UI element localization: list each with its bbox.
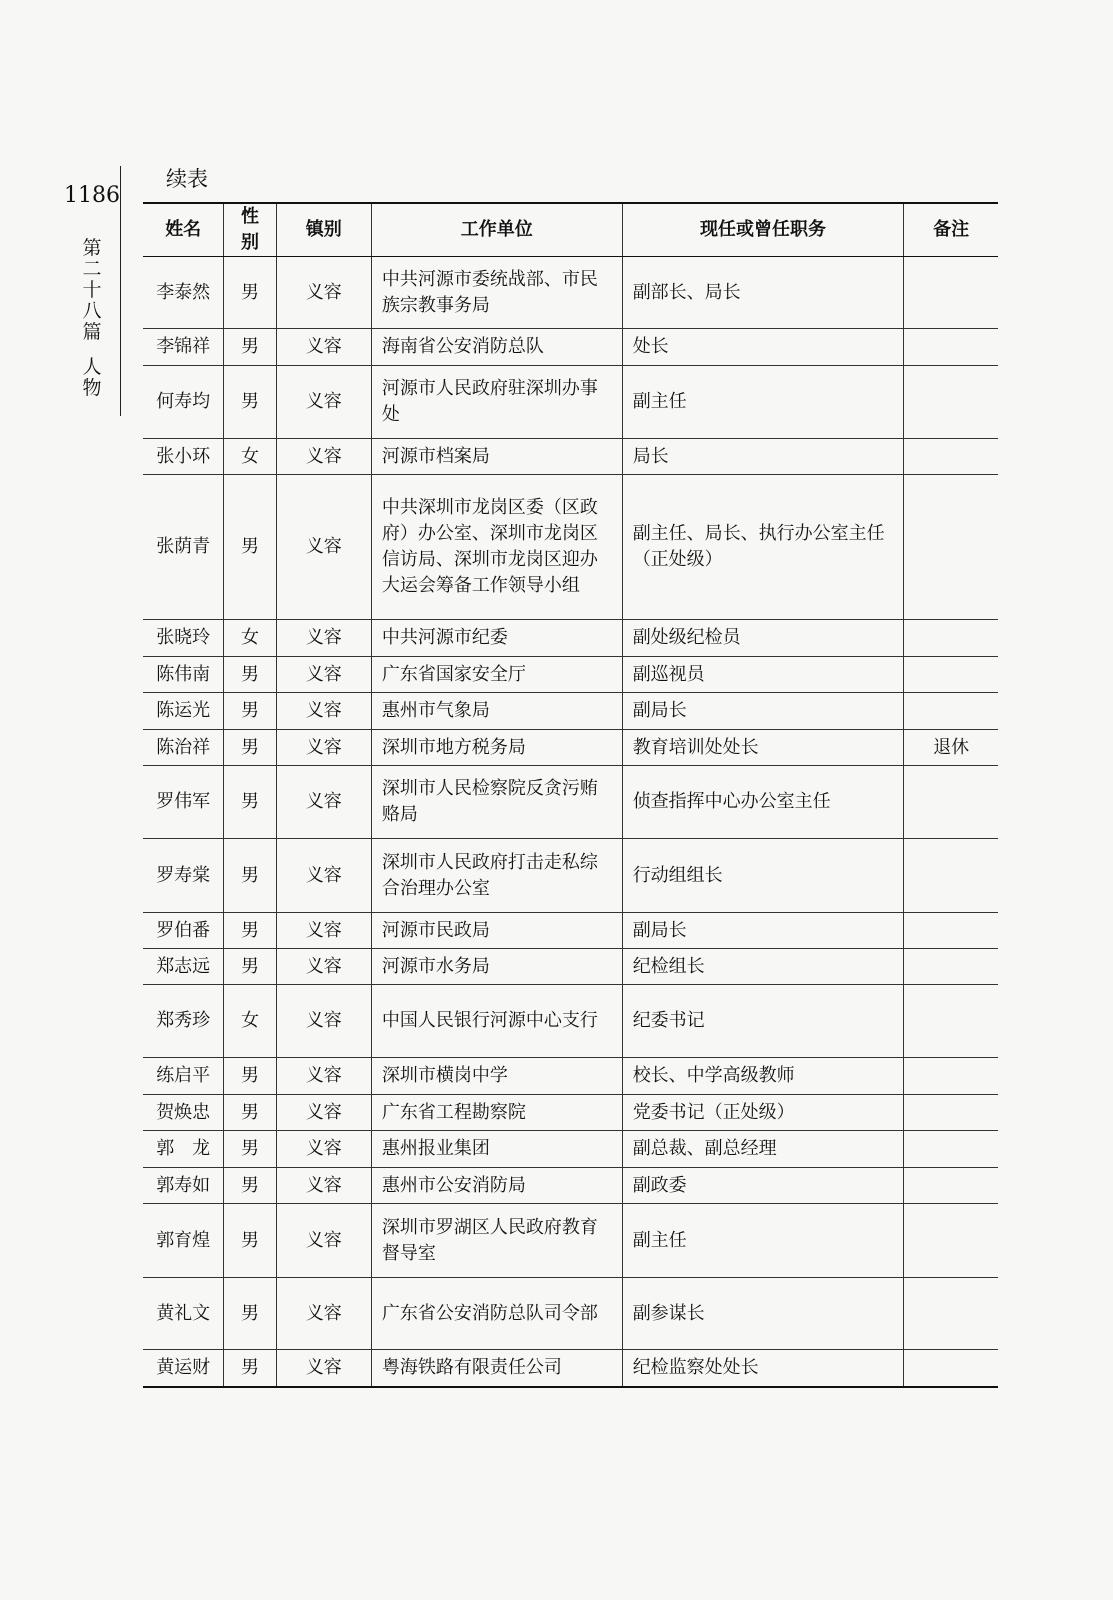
cell-town: 义容	[276, 257, 371, 329]
continued-label: 续表	[166, 167, 208, 191]
cell-remarks	[904, 985, 998, 1058]
cell-town: 义容	[276, 730, 371, 766]
chapter-char: 八	[82, 300, 102, 322]
cell-work-unit: 惠州市气象局	[371, 693, 622, 730]
cell-work-unit: 惠州报业集团	[371, 1131, 622, 1168]
cell-sex: 男	[224, 766, 276, 839]
cell-town: 义容	[276, 366, 371, 439]
table-row	[143, 366, 998, 439]
cell-position: 副局长	[622, 913, 904, 949]
personnel-table	[143, 202, 998, 1388]
cell-remarks	[904, 620, 998, 657]
table-row	[143, 839, 998, 913]
chapter-char: 二	[82, 258, 102, 280]
cell-work-unit: 中共河源市纪委	[371, 620, 622, 657]
cell-town: 义容	[276, 1204, 371, 1278]
cell-position: 纪检组长	[622, 949, 904, 985]
cell-work-unit: 海南省公安消防总队	[371, 329, 622, 366]
cell-position: 副政委	[622, 1168, 904, 1204]
cell-name: 黄运财	[143, 1350, 224, 1387]
cell-sex: 男	[224, 1278, 276, 1350]
table-row	[143, 475, 998, 620]
table-row	[143, 1095, 998, 1131]
cell-name: 郭寿如	[143, 1168, 224, 1204]
cell-position: 副巡视员	[622, 657, 904, 693]
chapter-gap	[80, 343, 104, 357]
cell-work-unit: 河源市档案局	[371, 439, 622, 475]
cell-work-unit: 粤海铁路有限责任公司	[371, 1350, 622, 1387]
cell-sex: 女	[224, 620, 276, 657]
cell-sex: 男	[224, 257, 276, 329]
cell-name: 罗伯番	[143, 913, 224, 949]
cell-position: 纪委书记	[622, 985, 904, 1058]
page-number: 1186	[64, 183, 120, 208]
cell-remarks	[904, 839, 998, 913]
cell-town: 义容	[276, 1095, 371, 1131]
cell-name: 郑秀珍	[143, 985, 224, 1058]
cell-work-unit: 惠州市公安消防局	[371, 1168, 622, 1204]
cell-remarks	[904, 1168, 998, 1204]
table-row	[143, 913, 998, 949]
cell-work-unit: 深圳市人民政府打击走私综合治理办公室	[371, 839, 622, 913]
header-position: 现任或曾任职务	[622, 203, 904, 257]
cell-name: 罗寿棠	[143, 839, 224, 913]
cell-sex: 男	[224, 1095, 276, 1131]
cell-remarks	[904, 475, 998, 620]
chapter-char: 十	[82, 279, 102, 301]
cell-position: 副总裁、副总经理	[622, 1131, 904, 1168]
cell-name: 李锦祥	[143, 329, 224, 366]
cell-remarks	[904, 657, 998, 693]
cell-position: 副主任	[622, 366, 904, 439]
cell-position: 副部长、局长	[622, 257, 904, 329]
table-header-row	[143, 203, 998, 257]
cell-work-unit: 河源市民政局	[371, 913, 622, 949]
cell-name: 练启平	[143, 1058, 224, 1095]
cell-work-unit: 河源市水务局	[371, 949, 622, 985]
table-row	[143, 439, 998, 475]
cell-remarks	[904, 439, 998, 475]
cell-name: 郭 龙	[143, 1131, 224, 1168]
side-divider	[120, 166, 121, 416]
cell-name: 张荫青	[143, 475, 224, 620]
cell-town: 义容	[276, 839, 371, 913]
table-row	[143, 1168, 998, 1204]
cell-town: 义容	[276, 439, 371, 475]
chapter-char: 物	[82, 377, 102, 399]
cell-name: 郭育煌	[143, 1204, 224, 1278]
cell-remarks	[904, 913, 998, 949]
cell-position: 副处级纪检员	[622, 620, 904, 657]
cell-sex: 男	[224, 730, 276, 766]
cell-name: 黄礼文	[143, 1278, 224, 1350]
cell-town: 义容	[276, 657, 371, 693]
cell-remarks	[904, 1058, 998, 1095]
cell-position: 行动组组长	[622, 839, 904, 913]
header-name: 姓名	[143, 203, 224, 257]
table-row	[143, 1058, 998, 1095]
cell-work-unit: 广东省公安消防总队司令部	[371, 1278, 622, 1350]
cell-work-unit: 中国人民银行河源中心支行	[371, 985, 622, 1058]
cell-name: 陈运光	[143, 693, 224, 730]
table-row	[143, 766, 998, 839]
cell-town: 义容	[276, 766, 371, 839]
cell-remarks	[904, 693, 998, 730]
table-row	[143, 949, 998, 985]
cell-town: 义容	[276, 475, 371, 620]
cell-town: 义容	[276, 1168, 371, 1204]
table-row	[143, 1278, 998, 1350]
header-sex: 性别	[224, 203, 276, 257]
cell-sex: 男	[224, 657, 276, 693]
cell-work-unit: 中共深圳市龙岗区委（区政府）办公室、深圳市龙岗区信访局、深圳市龙岗区迎办大运会筹备工作领导小组	[371, 475, 622, 620]
cell-remarks	[904, 257, 998, 329]
cell-town: 义容	[276, 1350, 371, 1387]
cell-name: 贺焕忠	[143, 1095, 224, 1131]
cell-work-unit: 深圳市横岗中学	[371, 1058, 622, 1095]
cell-sex: 男	[224, 913, 276, 949]
table-row	[143, 985, 998, 1058]
table-row	[143, 329, 998, 366]
cell-remarks	[904, 366, 998, 439]
chapter-char: 人	[82, 356, 102, 378]
cell-name: 郑志远	[143, 949, 224, 985]
table-row	[143, 257, 998, 329]
cell-work-unit: 广东省国家安全厅	[371, 657, 622, 693]
cell-remarks	[904, 1131, 998, 1168]
cell-name: 陈伟南	[143, 657, 224, 693]
table-row	[143, 693, 998, 730]
cell-remarks: 退休	[904, 730, 998, 766]
chapter-char: 篇	[82, 321, 102, 343]
cell-position: 副局长	[622, 693, 904, 730]
cell-name: 何寿均	[143, 366, 224, 439]
table-row	[143, 620, 998, 657]
cell-sex: 男	[224, 1168, 276, 1204]
cell-name: 张小环	[143, 439, 224, 475]
cell-sex: 男	[224, 475, 276, 620]
cell-sex: 女	[224, 985, 276, 1058]
cell-town: 义容	[276, 1058, 371, 1095]
table-row	[143, 1131, 998, 1168]
cell-position: 副主任、局长、执行办公室主任（正处级）	[622, 475, 904, 620]
table-body	[143, 257, 998, 1387]
cell-position: 纪检监察处处长	[622, 1350, 904, 1387]
chapter-title	[80, 238, 104, 399]
table-row	[143, 657, 998, 693]
table-row	[143, 730, 998, 766]
cell-sex: 男	[224, 1350, 276, 1387]
cell-position: 校长、中学高级教师	[622, 1058, 904, 1095]
header-work-unit: 工作单位	[371, 203, 622, 257]
cell-position: 侦查指挥中心办公室主任	[622, 766, 904, 839]
cell-town: 义容	[276, 693, 371, 730]
cell-sex: 男	[224, 329, 276, 366]
cell-sex: 男	[224, 366, 276, 439]
cell-position: 副参谋长	[622, 1278, 904, 1350]
cell-town: 义容	[276, 329, 371, 366]
cell-sex: 男	[224, 1058, 276, 1095]
cell-sex: 男	[224, 1131, 276, 1168]
cell-sex: 男	[224, 1204, 276, 1278]
cell-remarks	[904, 1278, 998, 1350]
cell-remarks	[904, 949, 998, 985]
cell-remarks	[904, 1204, 998, 1278]
cell-sex: 男	[224, 949, 276, 985]
header-remarks: 备注	[904, 203, 998, 257]
cell-town: 义容	[276, 985, 371, 1058]
cell-town: 义容	[276, 1278, 371, 1350]
cell-work-unit: 深圳市人民检察院反贪污贿赂局	[371, 766, 622, 839]
cell-position: 党委书记（正处级）	[622, 1095, 904, 1131]
cell-sex: 女	[224, 439, 276, 475]
table-row	[143, 1204, 998, 1278]
cell-position: 教育培训处处长	[622, 730, 904, 766]
cell-sex: 男	[224, 839, 276, 913]
cell-town: 义容	[276, 913, 371, 949]
cell-work-unit: 河源市人民政府驻深圳办事处	[371, 366, 622, 439]
cell-work-unit: 广东省工程勘察院	[371, 1095, 622, 1131]
cell-name: 李泰然	[143, 257, 224, 329]
cell-position: 副主任	[622, 1204, 904, 1278]
cell-position: 局长	[622, 439, 904, 475]
cell-name: 罗伟军	[143, 766, 224, 839]
cell-name: 陈治祥	[143, 730, 224, 766]
header-town: 镇别	[276, 203, 371, 257]
cell-town: 义容	[276, 620, 371, 657]
chapter-char: 第	[82, 237, 102, 259]
cell-town: 义容	[276, 949, 371, 985]
cell-work-unit: 深圳市地方税务局	[371, 730, 622, 766]
cell-remarks	[904, 1095, 998, 1131]
cell-sex: 男	[224, 693, 276, 730]
cell-remarks	[904, 329, 998, 366]
cell-work-unit: 深圳市罗湖区人民政府教育督导室	[371, 1204, 622, 1278]
cell-work-unit: 中共河源市委统战部、市民族宗教事务局	[371, 257, 622, 329]
cell-town: 义容	[276, 1131, 371, 1168]
cell-remarks	[904, 1350, 998, 1387]
cell-remarks	[904, 766, 998, 839]
cell-name: 张晓玲	[143, 620, 224, 657]
cell-position: 处长	[622, 329, 904, 366]
table-row	[143, 1350, 998, 1387]
